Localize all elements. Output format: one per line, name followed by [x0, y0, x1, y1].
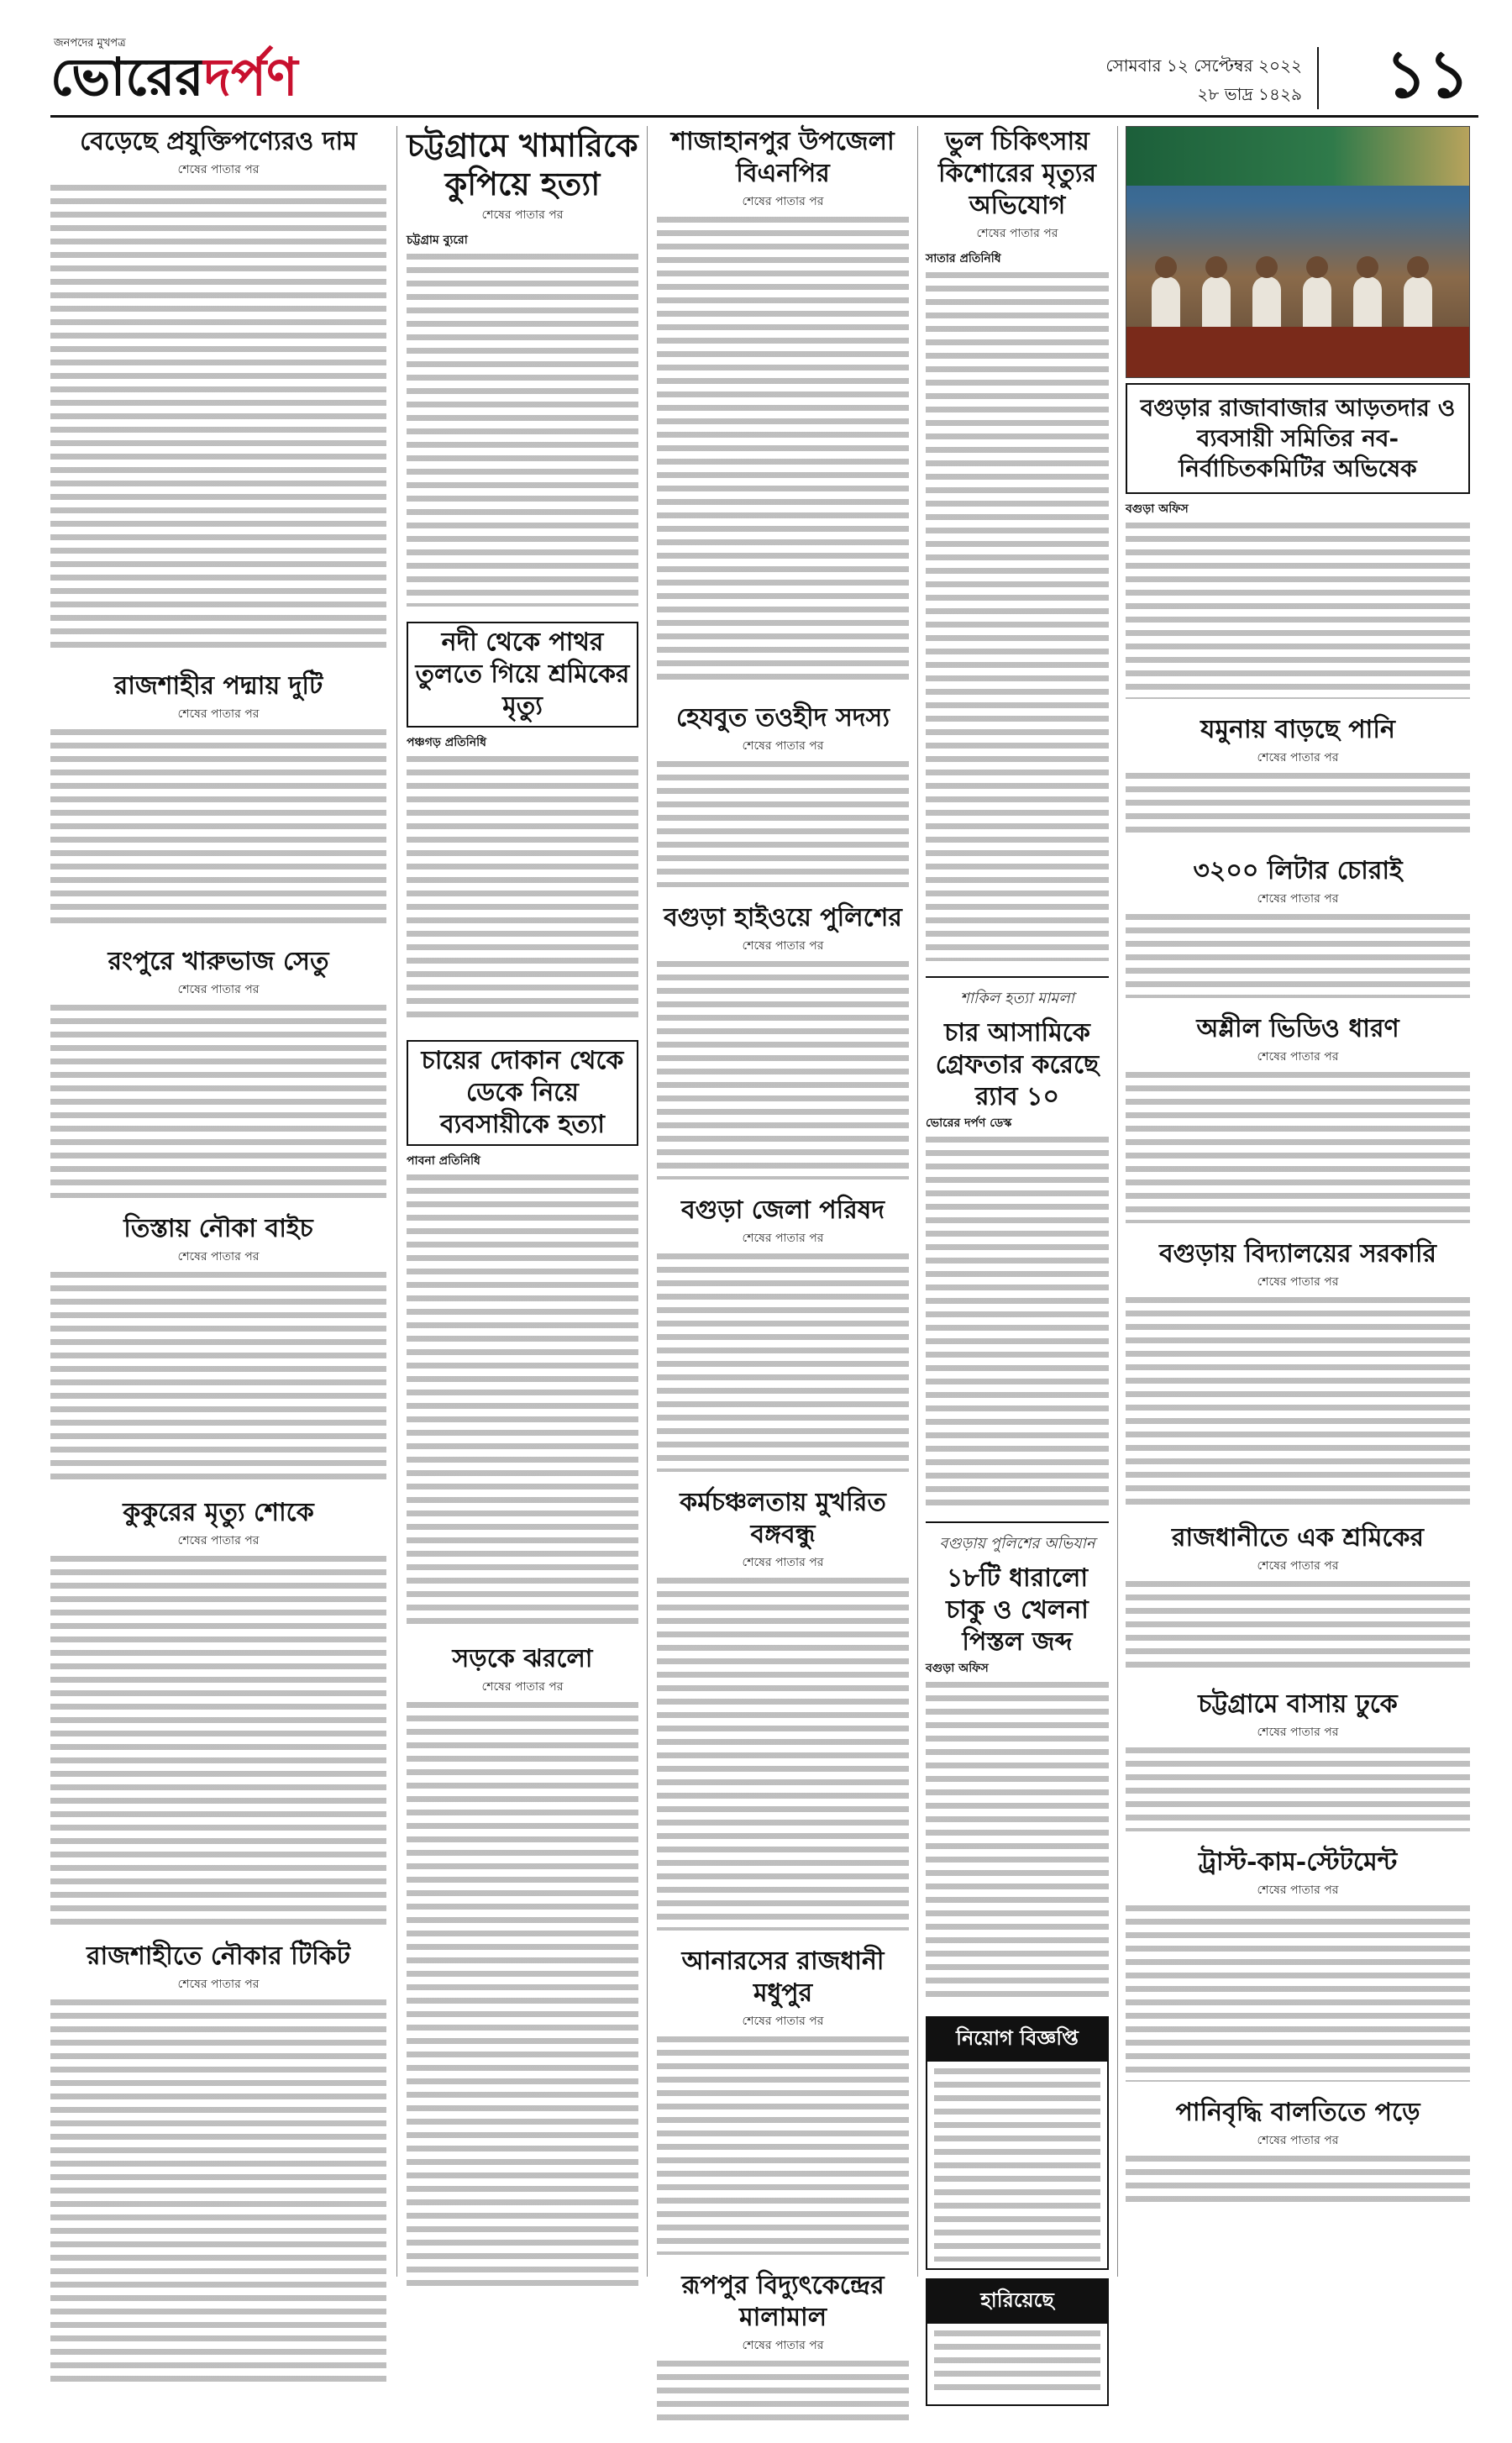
continued-label: শেষের পাতার পর [1257, 2134, 1339, 2147]
article [657, 2270, 909, 2428]
logo-word-second: দর্পণ [203, 46, 298, 108]
article-byline: বগুড়া অফিস [926, 1662, 989, 1675]
article-body [926, 1137, 1109, 1506]
article [1126, 1847, 1470, 2082]
article-byline: বগুড়া অফিস [1126, 502, 1189, 516]
article-body [1126, 1072, 1470, 1223]
photo-caption: বগুড়ার রাজাবাজার আড়তদার ও ব্যবসায়ী সমিতির নব-নির্বাচিতকমিটির অভিষেক [1140, 394, 1456, 482]
article [1126, 2097, 1470, 2206]
article [1126, 855, 1470, 998]
ad-body [934, 2068, 1100, 2262]
article-headline: চার আসামিকে গ্রেফতার করেছে র‍্যাব ১০ [935, 1018, 1100, 1111]
article [407, 1040, 638, 1628]
article-body [926, 272, 1109, 961]
article-body [657, 1578, 909, 1931]
column-rule [917, 126, 918, 2277]
article-headline: রাজধানীতে এক শ্রমিকের [1172, 1523, 1424, 1552]
article-headline: নদী থেকে পাথর তুলতে গিয়ে শ্রমিকের মৃত্যু [407, 622, 638, 728]
continued-label: শেষের পাতার পর [742, 2015, 824, 2028]
news-photo [1126, 126, 1470, 378]
continued-label: শেষের পাতার পর [177, 983, 260, 996]
article-headline: বগুড়ায় বিদ্যালয়ের সরকারি [1158, 1239, 1437, 1269]
article [1126, 1522, 1470, 1673]
article-headline: চট্টগ্রামে বাসায় ঢুকে [1198, 1689, 1398, 1719]
continued-label: শেষের পাতার পর [177, 163, 260, 176]
article [1126, 1013, 1470, 1223]
article-body [657, 961, 909, 1179]
continued-label: শেষের পাতার পর [1257, 1726, 1339, 1739]
lost-notice [926, 2278, 1109, 2406]
article [657, 1487, 909, 1931]
article [50, 1941, 386, 2386]
divider [926, 976, 1109, 978]
article-body [1126, 2156, 1470, 2206]
article-body [407, 1702, 638, 2290]
column-rule [1117, 126, 1118, 2277]
article [50, 1213, 386, 1482]
article-body [50, 1005, 386, 1198]
column-2 [407, 126, 638, 2305]
newspaper-logo [50, 47, 298, 108]
continued-label: শেষের পাতার পর [1257, 1883, 1339, 1897]
article [407, 622, 638, 1025]
article-headline: আনারসের রাজধানী মধুপুর [681, 1947, 885, 2008]
page-number: ১১ [1384, 36, 1470, 113]
masthead-tagline: জনপদের মুখপত্র [54, 37, 126, 50]
photo-person [1155, 256, 1177, 278]
photo-person [1205, 256, 1227, 278]
article-body [657, 217, 909, 687]
masthead-divider [1317, 47, 1319, 109]
article-headline: চায়ের দোকান থেকে ডেকে নিয়ে ব্যবসায়ীকে হত্যা [407, 1040, 638, 1146]
article [50, 126, 386, 655]
article-headline: কর্মচঞ্চলতায় মুখরিত বঙ্গবন্ধু [680, 1488, 886, 1549]
article-headline: ১৮টি ধারালো চাকু ও খেলনা পিস্তল জব্দ [946, 1563, 1089, 1657]
continued-label: শেষের পাতার পর [177, 1250, 260, 1264]
masthead [50, 34, 1478, 118]
divider [926, 1521, 1109, 1523]
continued-label: শেষের পাতার পর [1257, 1559, 1339, 1573]
photo-banner [1126, 127, 1469, 186]
column-4 [926, 126, 1109, 2414]
article [657, 1946, 909, 2255]
article-headline: শাজাহানপুর উপজেলা বিএনপির [671, 127, 895, 188]
article [657, 1195, 909, 1472]
article-byline: সাতার প্রতিনিধি [926, 252, 1001, 265]
article [50, 670, 386, 931]
article-headline: রাজশাহীর পদ্মায় দুটি [113, 671, 323, 701]
continued-label: শেষের পাতার পর [742, 739, 824, 753]
article-headline: কুকুরের মৃত্যু শোকে [123, 1498, 314, 1527]
article-body [1126, 1297, 1470, 1507]
article-headline: ৩২০০ লিটার চোরাই [1193, 856, 1403, 885]
continued-label: শেষের পাতার পর [177, 707, 260, 721]
continued-label: শেষের পাতার পর [742, 939, 824, 953]
ad-title: হারিয়েছে [927, 2280, 1107, 2324]
article [1126, 126, 1470, 699]
photo-table [1126, 327, 1469, 377]
article-byline: ভোরের দর্পণ ডেস্ক [926, 1116, 1012, 1130]
article [1126, 1689, 1470, 1831]
article-body [407, 1174, 638, 1628]
article-byline: পাবনা প্রতিনিধি [407, 1154, 480, 1168]
article-body [1126, 1747, 1470, 1831]
article-body [657, 1253, 909, 1472]
article-body [407, 756, 638, 1025]
article-headline: অশ্লীল ভিডিও ধারণ [1196, 1014, 1399, 1043]
article-headline: রূপপুর বিদ্যুৎকেন্দ্রের মালামাল [681, 2271, 885, 2332]
continued-label: শেষের পাতার পর [1257, 892, 1339, 906]
ad-body [934, 2330, 1100, 2398]
article-headline: পানিবৃদ্ধি বালতিতে পড়ে [1175, 2098, 1420, 2127]
article-kicker: বগুড়ায় পুলিশের অভিযান [939, 1535, 1095, 1552]
article-headline: সড়কে ঝরলো [452, 1644, 593, 1673]
continued-label: শেষের পাতার পর [1257, 1275, 1339, 1289]
continued-label: শেষের পাতার পর [742, 1556, 824, 1569]
article-headline: তিস্তায় নৌকা বাইচ [123, 1214, 313, 1243]
article-body [50, 729, 386, 931]
article-body [657, 761, 909, 887]
ad-title: নিয়োগ বিজ্ঞপ্তি [927, 2018, 1107, 2062]
article-headline: চট্টগ্রামে খামারিকে কুপিয়ে হত্যা [407, 126, 638, 202]
article-body [657, 2036, 909, 2255]
article [926, 126, 1109, 961]
article-headline: বগুড়া জেলা পরিষদ [680, 1195, 885, 1225]
article [1126, 1238, 1470, 1507]
date-bangla: ২৮ ভাদ্র ১৪২৯ [1197, 84, 1302, 104]
article [657, 126, 909, 687]
continued-label: শেষের পাতার পর [481, 208, 564, 222]
article [407, 1643, 638, 2290]
continued-label: শেষের পাতার পর [976, 227, 1058, 240]
article [657, 902, 909, 1179]
continued-label: শেষের পাতার পর [742, 1232, 824, 1245]
recruitment-ad [926, 2016, 1109, 2270]
article-body [1126, 1905, 1470, 2082]
article [926, 976, 1109, 1506]
article-body [1126, 523, 1470, 699]
article-body [926, 1682, 1109, 2001]
article-body [50, 185, 386, 655]
continued-label: শেষের পাতার পর [177, 1978, 260, 1991]
article-body [1126, 1581, 1470, 1673]
continued-label: শেষের পাতার পর [177, 1534, 260, 1547]
article-byline: চট্টগ্রাম ব্যুরো [407, 234, 468, 247]
continued-label: শেষের পাতার পর [742, 195, 824, 208]
article [50, 946, 386, 1198]
photo-person [1256, 256, 1278, 278]
column-1 [50, 126, 386, 2401]
article-headline: বগুড়া হাইওয়ে পুলিশের [664, 903, 902, 933]
article-body [50, 1272, 386, 1482]
article-body [1126, 914, 1470, 998]
photo-person [1407, 256, 1429, 278]
column-5 [1126, 126, 1470, 2221]
article-body [657, 2361, 909, 2428]
article-body [50, 1999, 386, 2386]
column-3 [657, 126, 909, 2443]
article-headline: রাজশাহীতে নৌকার টিকিট [87, 1941, 350, 1971]
column-rule [647, 126, 648, 2277]
article [657, 702, 909, 887]
logo-word-first: ভোরের [50, 46, 204, 108]
continued-label: শেষের পাতার পর [1257, 1050, 1339, 1064]
photo-person [1306, 256, 1328, 278]
article [1126, 714, 1470, 840]
photo-caption-box [1126, 383, 1470, 494]
article-body [50, 1556, 386, 1926]
article [926, 1521, 1109, 2001]
date-gregorian: সোমবার ১২ সেপ্টেম্বর ২০২২ [1105, 55, 1302, 76]
article [407, 126, 638, 607]
article-byline: পঞ্চগড় প্রতিনিধি [407, 736, 486, 749]
continued-label: শেষের পাতার পর [481, 1680, 564, 1694]
article-headline: ট্রাস্ট-কাম-স্টেটমেন্ট [1198, 1847, 1398, 1877]
article-body [407, 254, 638, 607]
continued-label: শেষের পাতার পর [1257, 751, 1339, 764]
continued-label: শেষের পাতার পর [742, 2339, 824, 2352]
article-body [1126, 773, 1470, 840]
article-headline: ভুল চিকিৎসায় কিশোরের মৃত্যুর অভিযোগ [938, 127, 1096, 220]
article-headline: রংপুরে খারুভাজ সেতু [108, 947, 329, 976]
article-headline: যমুনায় বাড়ছে পানি [1200, 715, 1395, 744]
article-headline: বেড়েছে প্রযুক্তিপণ্যেরও দাম [80, 127, 357, 156]
photo-person [1357, 256, 1378, 278]
article-kicker: শাকিল হত্যা মামলা [960, 990, 1074, 1007]
column-rule [396, 126, 397, 2277]
article-headline: হেযবুত তওহীদ সদস্য [675, 703, 890, 733]
article [50, 1497, 386, 1926]
